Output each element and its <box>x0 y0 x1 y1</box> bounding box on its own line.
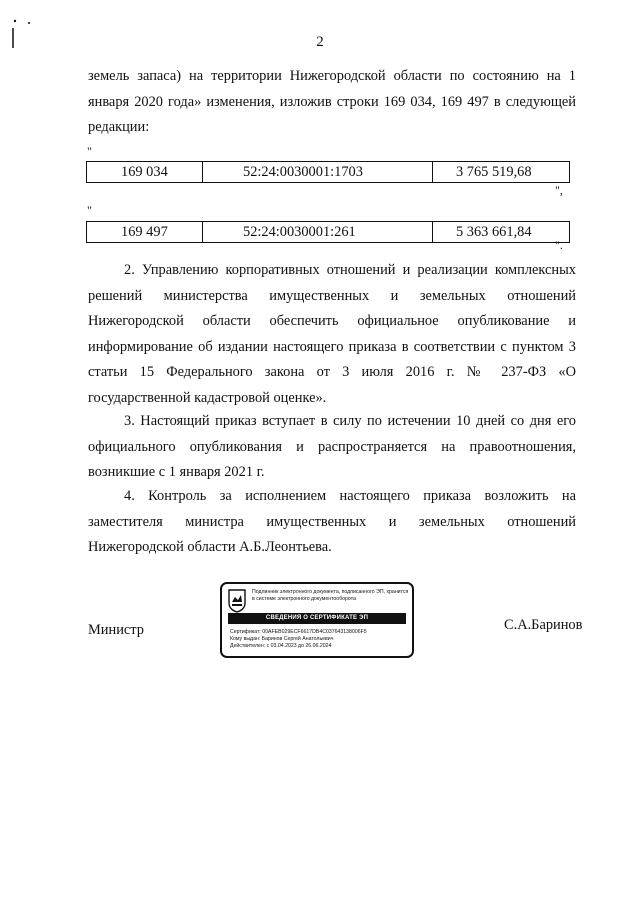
cadastral-value: 5 363 661,84 <box>456 224 532 240</box>
quote-open-1: " <box>87 144 92 158</box>
row-number: 169 034 <box>87 162 203 182</box>
signer-name: С.А.Баринов <box>504 617 583 633</box>
paragraph-4: 4. Контроль за исполнением настоящего приказа возложить на заместителя министра имущественных и земельных отношений Нижегородской области А.Б.Леонтьева. <box>88 488 576 555</box>
quote-open-2: " <box>87 203 92 217</box>
coat-of-arms-icon <box>228 589 246 613</box>
stamp-certificate: Сертификат: 00AFEB029ECF6617DB4C037643138006F5 <box>230 629 367 635</box>
stamp-validity: Действителен: с 03.04.2023 до 26.06.2024 <box>230 643 332 649</box>
stamp-title: СВЕДЕНИЯ О СЕРТИФИКАТЕ ЭП <box>228 613 406 624</box>
quote-close-1: ", <box>555 183 563 197</box>
row-number: 169 497 <box>87 222 203 242</box>
signer-role: Министр <box>88 622 144 638</box>
table-row <box>86 221 570 243</box>
table-row <box>86 161 570 183</box>
cadastral-number: 52:24:0030001:261 <box>203 222 433 242</box>
quote-close-2: ". <box>555 238 563 252</box>
stamp-note: Подлинник электронного документа, подписанного ЭП, хранится в системе электронного документооборота <box>252 589 409 602</box>
signature-stamp <box>220 582 414 658</box>
cadastral-value: 3 765 519,68 <box>456 164 532 180</box>
cadastral-number: 52:24:0030001:1703 <box>203 162 433 182</box>
paragraph-2: 2. Управлению корпоративных отношений и реализации комплексных решений министерства имущественных и земельных отношений Нижегородской области обеспечить официальное опубликование и информирование об издании настоящего приказа в соответствии с пунктом 3 статьи 15 Федерального закона от 3 июля 2016 г. № 237-ФЗ «О государственной кадастровой оценке». <box>88 262 576 406</box>
intro-paragraph: земель запаса) на территории Нижегородской области по состоянию на 1 января 2020 года» изменения, изложив строки 169 034, 169 497 в следующей редакции: <box>88 68 576 135</box>
page-number: 2 <box>316 34 324 50</box>
paragraph-3: 3. Настоящий приказ вступает в силу по истечении 10 дней со дня его официального опубликования и распространяется на правоотношения, возникшие с 1 января 2021 г. <box>88 413 576 480</box>
stamp-issued-to: Кому выдан: Баринов Сергей Анатольевич <box>230 636 334 642</box>
